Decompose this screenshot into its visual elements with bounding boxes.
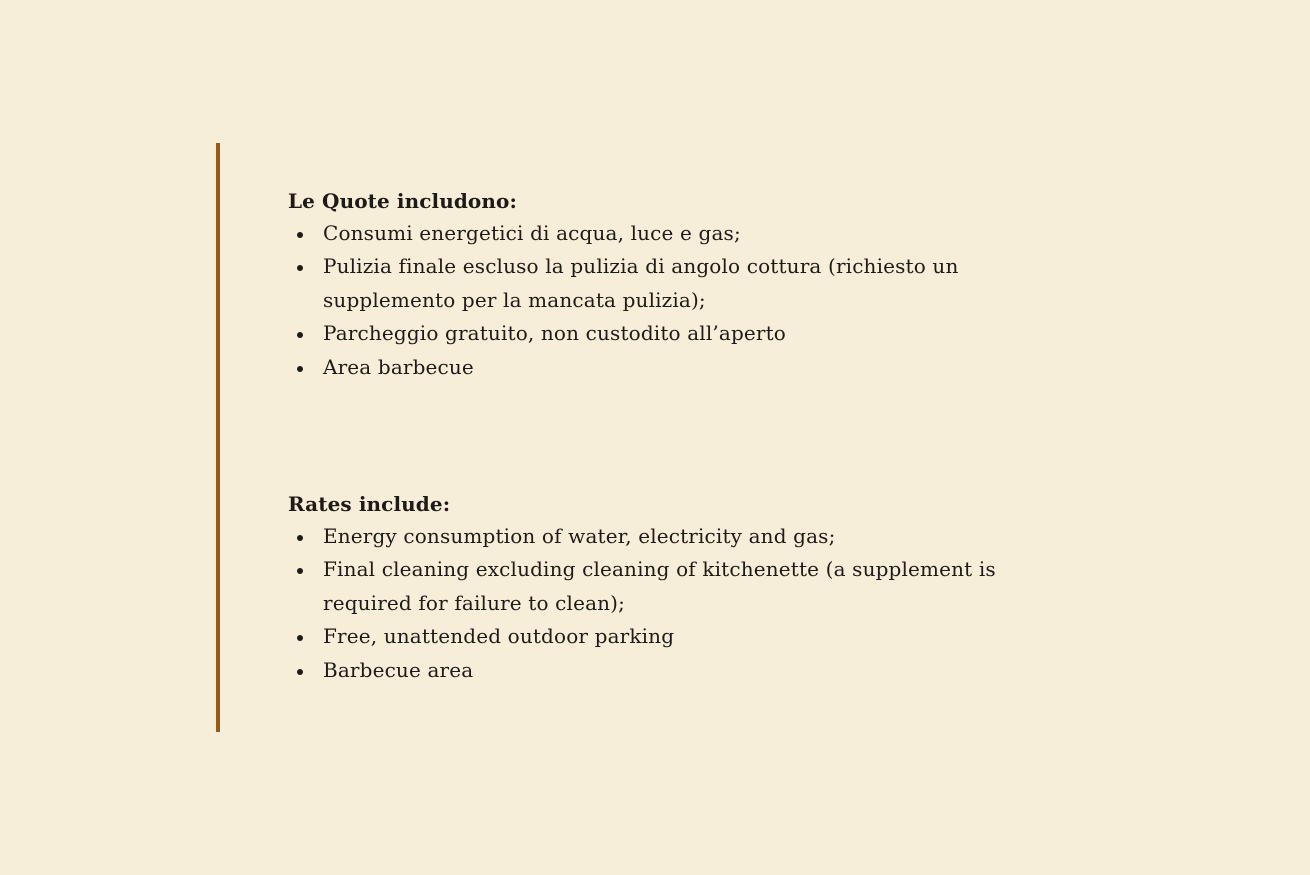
- bullet-icon: [297, 366, 303, 372]
- bullet-icon: [297, 568, 303, 574]
- list-item-text: Area barbecue: [323, 354, 474, 379]
- list-item-text: Parcheggio gratuito, non custodito all’aperto: [323, 321, 786, 346]
- italian-inclusions-list: [288, 217, 1088, 384]
- list-item-text: Barbecue area: [323, 657, 474, 682]
- bullet-icon: [297, 535, 303, 541]
- list-item: [288, 654, 1088, 687]
- italian-heading: Le Quote includono:: [288, 189, 517, 213]
- bullet-icon: [297, 232, 303, 238]
- list-item: [288, 351, 1088, 384]
- list-item: [288, 250, 1088, 317]
- english-heading: Rates include:: [288, 492, 451, 516]
- bullet-icon: [297, 669, 303, 675]
- list-item: [288, 520, 1088, 553]
- bullet-icon: [297, 635, 303, 641]
- italian-inclusions-section: [288, 185, 1088, 384]
- bullet-icon: [297, 265, 303, 271]
- list-item: [288, 217, 1088, 250]
- list-item-text: Final cleaning excluding cleaning of kitchenette (a supplement is required for failure to clean);: [323, 557, 996, 615]
- list-item-text: Pulizia finale escluso la pulizia di angolo cottura (richiesto un supplemento per la mancata pulizia);: [323, 254, 959, 312]
- vertical-accent-bar: [216, 143, 220, 732]
- list-item-text: Consumi energetici di acqua, luce e gas;: [323, 221, 741, 245]
- bullet-icon: [297, 332, 303, 338]
- list-item: [288, 317, 1088, 350]
- english-inclusions-list: [288, 520, 1088, 687]
- list-item-text: Free, unattended outdoor parking: [323, 624, 675, 649]
- english-inclusions-section: [288, 488, 1088, 687]
- list-item-text: Energy consumption of water, electricity and gas;: [323, 524, 836, 548]
- list-item: [288, 620, 1088, 653]
- list-item: [288, 553, 1088, 620]
